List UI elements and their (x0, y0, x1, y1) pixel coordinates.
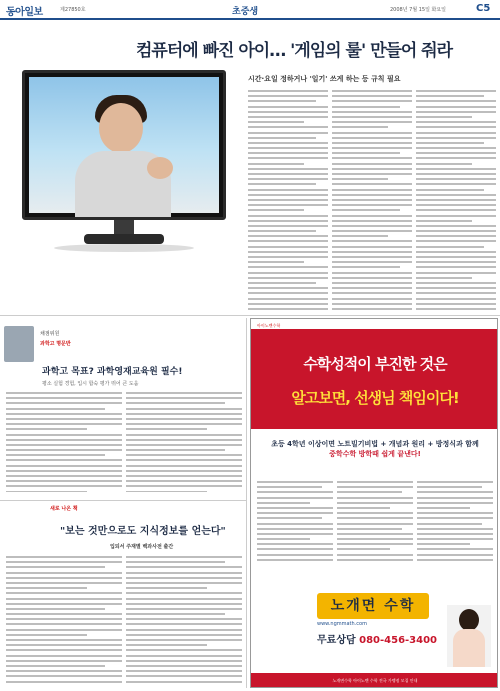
masthead: 동아일보 (6, 7, 43, 18)
monitor-stand-base (84, 234, 164, 244)
screen-image (29, 77, 219, 213)
advertisement (250, 318, 498, 688)
article2-col2 (126, 392, 242, 492)
main-headline: 컴퓨터에 빠진 아이… '게임의 룰' 만들어 줘라 (136, 41, 453, 61)
expert-avatar (4, 326, 34, 362)
ad-mid-copy (259, 439, 491, 459)
kid-face (99, 103, 143, 153)
article1-col3 (416, 90, 496, 310)
ad-footer: 노개면수학 아이노멘 수학 전국 가맹점 모집 안내 (251, 673, 498, 688)
ad-phone-label: 무료상담 (317, 635, 356, 646)
ad-col3 (417, 481, 493, 569)
ad-col2 (337, 481, 413, 569)
issue-date: 2008년 7월 15일 화요일 (390, 7, 447, 13)
ad-body (257, 479, 493, 569)
article2-subtitle: 평소 실험 경험, 입시 합숙 평가 뛰어 큰 도움 (42, 381, 139, 387)
ad-teacher-hair (459, 609, 479, 631)
main-subhead: 시간·요일 정하거나 '일기' 쓰게 하는 등 규칙 필요 (248, 75, 401, 83)
article-divider (0, 500, 246, 501)
issue-number: 제27850호 (60, 7, 86, 13)
ad-mid-line: 초등 4학년 이상이면 노트빌기비법 + 개념과 원리 + 방정식과 함께 (271, 440, 479, 448)
section-title: 초중생 (232, 7, 259, 17)
ad-phone (317, 631, 437, 646)
article2-col1 (6, 392, 122, 492)
section-divider (0, 315, 500, 316)
ad-mid-line-2: 중학수학 방학때 쉽게 끝낸다! (329, 450, 421, 458)
expert-tag: 과학고 명문반 (40, 341, 71, 347)
ad-top-note: 아이노멘수학 (257, 323, 281, 328)
monitor-shadow (54, 244, 194, 252)
article3-title: "보는 것만으로도 지식정보를 얻는다" (60, 526, 226, 537)
expert-name: 채점위원 (40, 331, 60, 337)
ad-teacher-body (453, 629, 485, 667)
column-divider (246, 318, 247, 688)
page-header (0, 0, 500, 20)
ad-url[interactable]: www.ngmmath.com (317, 621, 367, 627)
article1-text (248, 90, 328, 310)
kid-hand (147, 157, 173, 179)
article1-col2 (332, 90, 412, 310)
ad-headline-2: 알고보면, 선생님 책임이다! (291, 389, 459, 407)
article2-title: 과학고 목표? 과학영재교육원 필수! (42, 367, 183, 377)
monitor-screen (22, 70, 226, 220)
article1-col1 (248, 90, 328, 310)
ad-col1 (257, 481, 333, 569)
ad-phone-number[interactable]: 080-456-3400 (359, 635, 438, 646)
article3-col2 (126, 556, 242, 686)
article3-col1 (6, 556, 122, 686)
ad-logo: 노개면 수학 (317, 593, 429, 619)
ad-headline-1: 수학성적이 부진한 것은 (303, 355, 447, 373)
article3-subtitle: 입되서 주재별 백과사전 출간 (110, 544, 174, 550)
ad-headline-box (251, 329, 498, 429)
ad-teacher-photo (447, 605, 491, 667)
monitor-photo (14, 64, 234, 254)
new-book-label: 새로 나온 책 (50, 506, 78, 512)
page-number: C5 (476, 3, 491, 14)
